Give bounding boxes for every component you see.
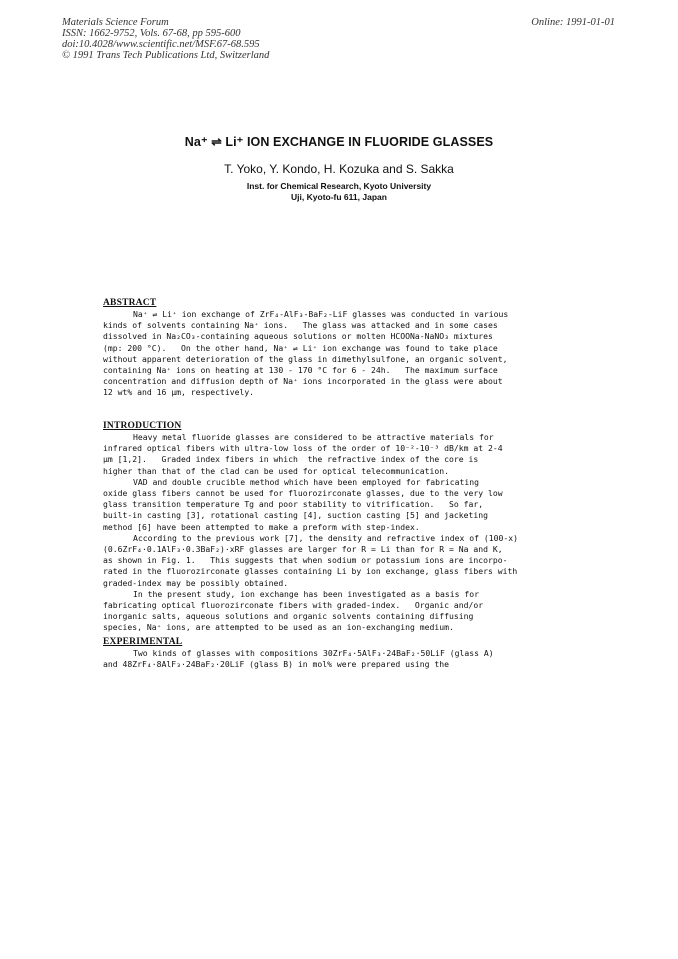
journal-copyright: © 1991 Trans Tech Publications Ltd, Switzerland bbox=[62, 50, 270, 61]
abstract-section bbox=[103, 298, 563, 399]
text-line: VAD and double crucible method which have been employed for fabricating bbox=[133, 476, 479, 487]
text-line: According to the previous work [7], the density and refractive index of (100-x) bbox=[133, 532, 518, 543]
introduction-body bbox=[103, 432, 563, 634]
introduction-heading: INTRODUCTION bbox=[103, 421, 182, 431]
text-line: Heavy metal fluoride glasses are considered to be attractive materials for bbox=[133, 432, 494, 442]
affiliation bbox=[0, 181, 678, 203]
experimental-section bbox=[103, 637, 563, 670]
abstract-heading: ABSTRACT bbox=[103, 298, 157, 308]
text-line: Two kinds of glasses with compositions 30ZrF₄·5AlF₃·24BaF₂·50LiF (glass A) bbox=[133, 648, 494, 658]
text-line: infrared optical fibers with ultra-low loss of the order of 10⁻²-10⁻³ dB/km at 2-4 bbox=[103, 443, 503, 454]
paper-authors: T. Yoko, Y. Kondo, H. Kozuka and S. Sakka bbox=[224, 162, 454, 176]
text-line: kinds of solvents containing Na⁺ ions. The glass was attacked and in some cases bbox=[103, 320, 498, 331]
paper-title: Na⁺ ⇌ Li⁺ ION EXCHANGE IN FLUORIDE GLASSES bbox=[184, 135, 494, 149]
text-line: without apparent deterioration of the glass in dimethylsulfone, an organic solvent, bbox=[103, 353, 508, 364]
text-line: dissolved in Na₂CO₃-containing aqueous solutions or molten HCOONa-NaNO₃ mixtures bbox=[103, 331, 493, 342]
text-line: (mp: 200 °C). On the other hand, Na⁺ ⇌ Li⁺ ion exchange was found to take place bbox=[103, 342, 498, 353]
journal-header bbox=[62, 17, 269, 61]
experimental-body bbox=[103, 648, 563, 670]
journal-issn: ISSN: 1662-9752, Vols. 67-68, pp 595-600 bbox=[62, 28, 241, 39]
text-line: In the present study, ion exchange has been investigated as a basis for bbox=[133, 588, 479, 599]
text-line: Na⁺ ⇌ Li⁺ ion exchange of ZrF₄-AlF₃-BaF₂-LiF glasses was conducted in various bbox=[133, 309, 509, 319]
experimental-heading: EXPERIMENTAL bbox=[103, 637, 183, 647]
text-line: higher than that of the clad can be used for optical telecommunication. bbox=[103, 465, 449, 476]
text-line: graded-index may be possibly obtained. bbox=[103, 577, 289, 588]
text-line: as shown in Fig. 1. This suggests that when sodium or potassium ions are incorpo- bbox=[103, 555, 508, 566]
introduction-section bbox=[103, 421, 563, 634]
text-line: rated in the fluorozirconate glasses containing Li by ion exchange, glass fibers with bbox=[103, 566, 518, 577]
text-line: fabricating optical fluorozirconate fibers with graded-index. Organic and/or bbox=[103, 600, 484, 611]
affiliation-line: Inst. for Chemical Research, Kyoto University bbox=[246, 181, 432, 191]
text-line: and 48ZrF₄·8AlF₃·24BaF₂·20LiF (glass B) in mol% were prepared using the bbox=[103, 659, 449, 670]
text-line: concentration and diffusion depth of Na⁺ ions incorporated in the glass were about bbox=[103, 376, 503, 387]
text-line: containing Na⁺ ions on heating at 130 - 170 °C for 6 - 24h. The maximum surface bbox=[103, 365, 498, 376]
text-line: inorganic salts, aqueous solutions and organic solvents containing diffusing bbox=[103, 611, 474, 622]
text-line: built-in casting [3], rotational casting [4], suction casting [5] and jacketing bbox=[103, 510, 488, 521]
affiliation-line: Uji, Kyoto-fu 611, Japan bbox=[291, 192, 387, 202]
abstract-body bbox=[103, 309, 563, 399]
text-line: oxide glass fibers cannot be used for fluorozirconate glasses, due to the very low bbox=[103, 488, 503, 499]
text-line: method [6] have been attempted to make a preform with step-index. bbox=[103, 521, 420, 532]
online-date: Online: 1991-01-01 bbox=[531, 17, 615, 28]
text-line: μm [1,2]. Graded index fibers in which the refractive index of the core is bbox=[103, 454, 479, 465]
journal-doi: doi:10.4028/www.scientific.net/MSF.67-68.595 bbox=[62, 39, 260, 50]
text-line: 12 wt% and 16 μm, respectively. bbox=[103, 387, 255, 398]
journal-name: Materials Science Forum bbox=[62, 17, 169, 28]
text-line: glass transition temperature Tg and poor stability to vitrification. So far, bbox=[103, 499, 484, 510]
text-line: species, Na⁺ ions, are attempted to be used as an ion-exchanging medium. bbox=[103, 622, 454, 633]
text-line: (0.6ZrF₄·0.1AlF₃·0.3BaF₂)·xRF glasses are larger for R = Li than for R = Na and K, bbox=[103, 544, 503, 555]
